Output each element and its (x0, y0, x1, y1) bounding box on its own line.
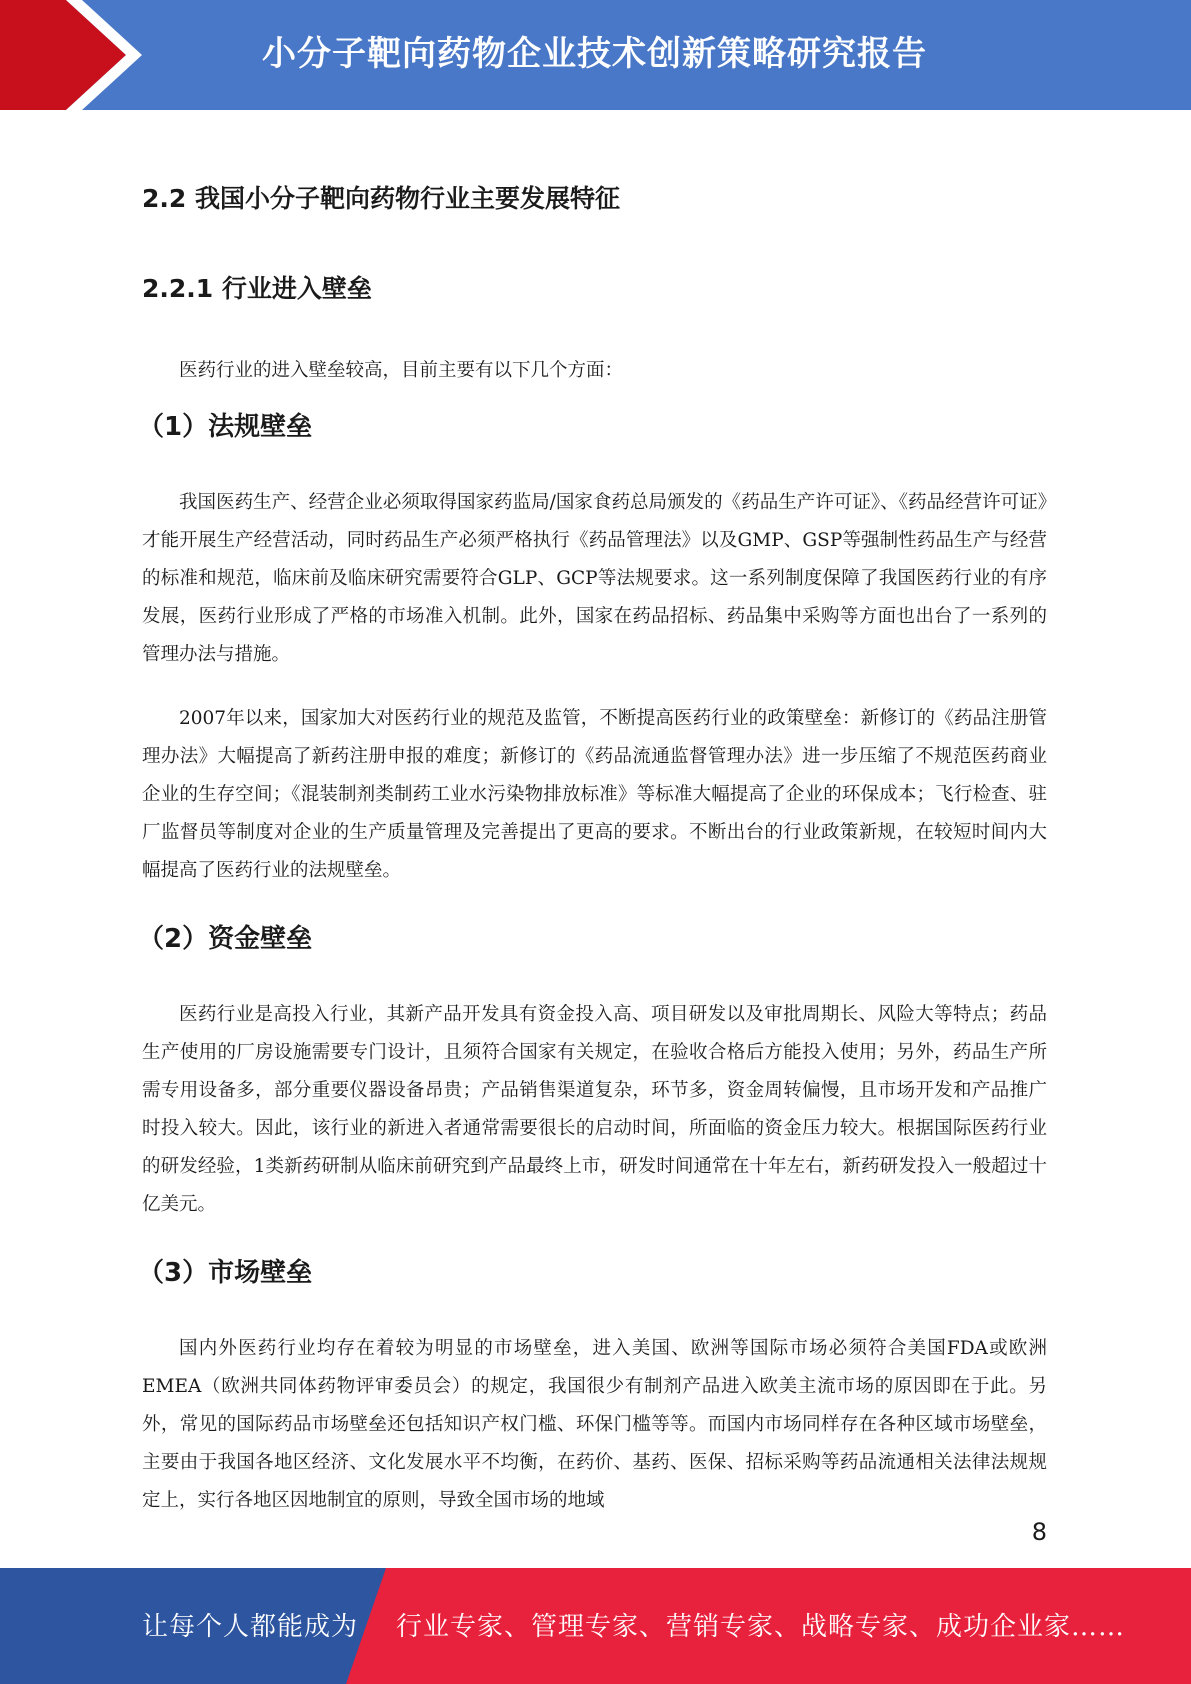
footer-slogan-left: 让每个人都能成为 (142, 1612, 359, 1642)
barrier-heading-market: （3）市场壁垒 (138, 1258, 313, 1288)
body-paragraph: 国内外医药行业均存在着较为明显的市场壁垒，进入美国、欧洲等国际市场必须符合美国FDA或欧洲EMEA（欧洲共同体药物评审委员会）的规定，我国很少有制剂产品进入欧美主流市场的原因即在于此。另外，常见的国际药品市场壁垒还包括知识产权门槛、环保门槛等等。而国内市场同样存在各种区域市场壁垒，主要由于我国各地区经济、文化发展水平不均衡，在药价、基药、医保、招标采购等药品流通相关法律法规规定上，实行各地区因地制宜的原则，导致全国市场的地域 (142, 1338, 1047, 1511)
subsection-heading: 2.2.1 行业进入壁垒 (142, 274, 372, 303)
body-paragraph: 2007年以来，国家加大对医药行业的规范及监管，不断提高医药行业的政策壁垒：新修订的《药品注册管理办法》大幅提高了新药注册申报的难度；新修订的《药品流通监督管理办法》进一步压缩了不规范医药商业企业的生存空间；《混装制剂类制药工业水污染物排放标准》等标准大幅提高了企业的环保成本；飞行检查、驻厂监督员等制度对企业的生产质量管理及完善提出了更高的要求。不断出台的行业政策新规，在较短时间内大幅提高了医药行业的法规壁垒。 (142, 708, 1047, 881)
body-paragraph: 我国医药生产、经营企业必须取得国家药监局/国家食药总局颁发的《药品生产许可证》、《药品经营许可证》才能开展生产经营活动，同时药品生产必须严格执行《药品管理法》以及GMP、GSP等强制性药品生产与经营的标准和规范，临床前及临床研究需要符合GLP、GCP等法规要求。这一系列制度保障了我国医药行业的有序发展，医药行业形成了严格的市场准入机制。此外，国家在药品招标、药品集中采购等方面也出台了一系列的管理办法与措施。 (142, 492, 1047, 665)
barrier-heading-regulatory: （1）法规壁垒 (138, 412, 313, 442)
chevron-right-icon (0, 0, 160, 110)
header-banner (0, 0, 1191, 110)
intro-paragraph: 医药行业的进入壁垒较高，目前主要有以下几个方面： (179, 360, 624, 381)
footer-slogan-right: 行业专家、管理专家、营销专家、战略专家、成功企业家…… (396, 1612, 1126, 1642)
footer-banner (0, 1568, 1191, 1684)
page-number: 8 (1031, 1518, 1047, 1546)
report-title: 小分子靶向药物企业技术创新策略研究报告 (262, 34, 927, 74)
body-paragraph: 医药行业是高投入行业，其新产品开发具有资金投入高、项目研发以及审批周期长、风险大等特点；药品生产使用的厂房设施需要专门设计，且须符合国家有关规定，在验收合格后方能投入使用；另外，药品生产所需专用设备多，部分重要仪器设备昂贵；产品销售渠道复杂，环节多，资金周转偏慢，且市场开发和产品推广时投入较大。因此，该行业的新进入者通常需要很长的启动时间，所面临的资金压力较大。根据国际医药行业的研发经验，1类新药研制从临床前研究到产品最终上市，研发时间通常在十年左右，新药研发投入一般超过十亿美元。 (142, 1004, 1047, 1215)
document-body (138, 176, 1047, 1546)
barrier-heading-capital: （2）资金壁垒 (138, 924, 313, 954)
barrier-capital (138, 916, 1047, 1224)
section-heading: 2.2 我国小分子靶向药物行业主要发展特征 (142, 184, 620, 213)
barrier-market (138, 1250, 1047, 1520)
barrier-regulatory (138, 404, 1047, 890)
